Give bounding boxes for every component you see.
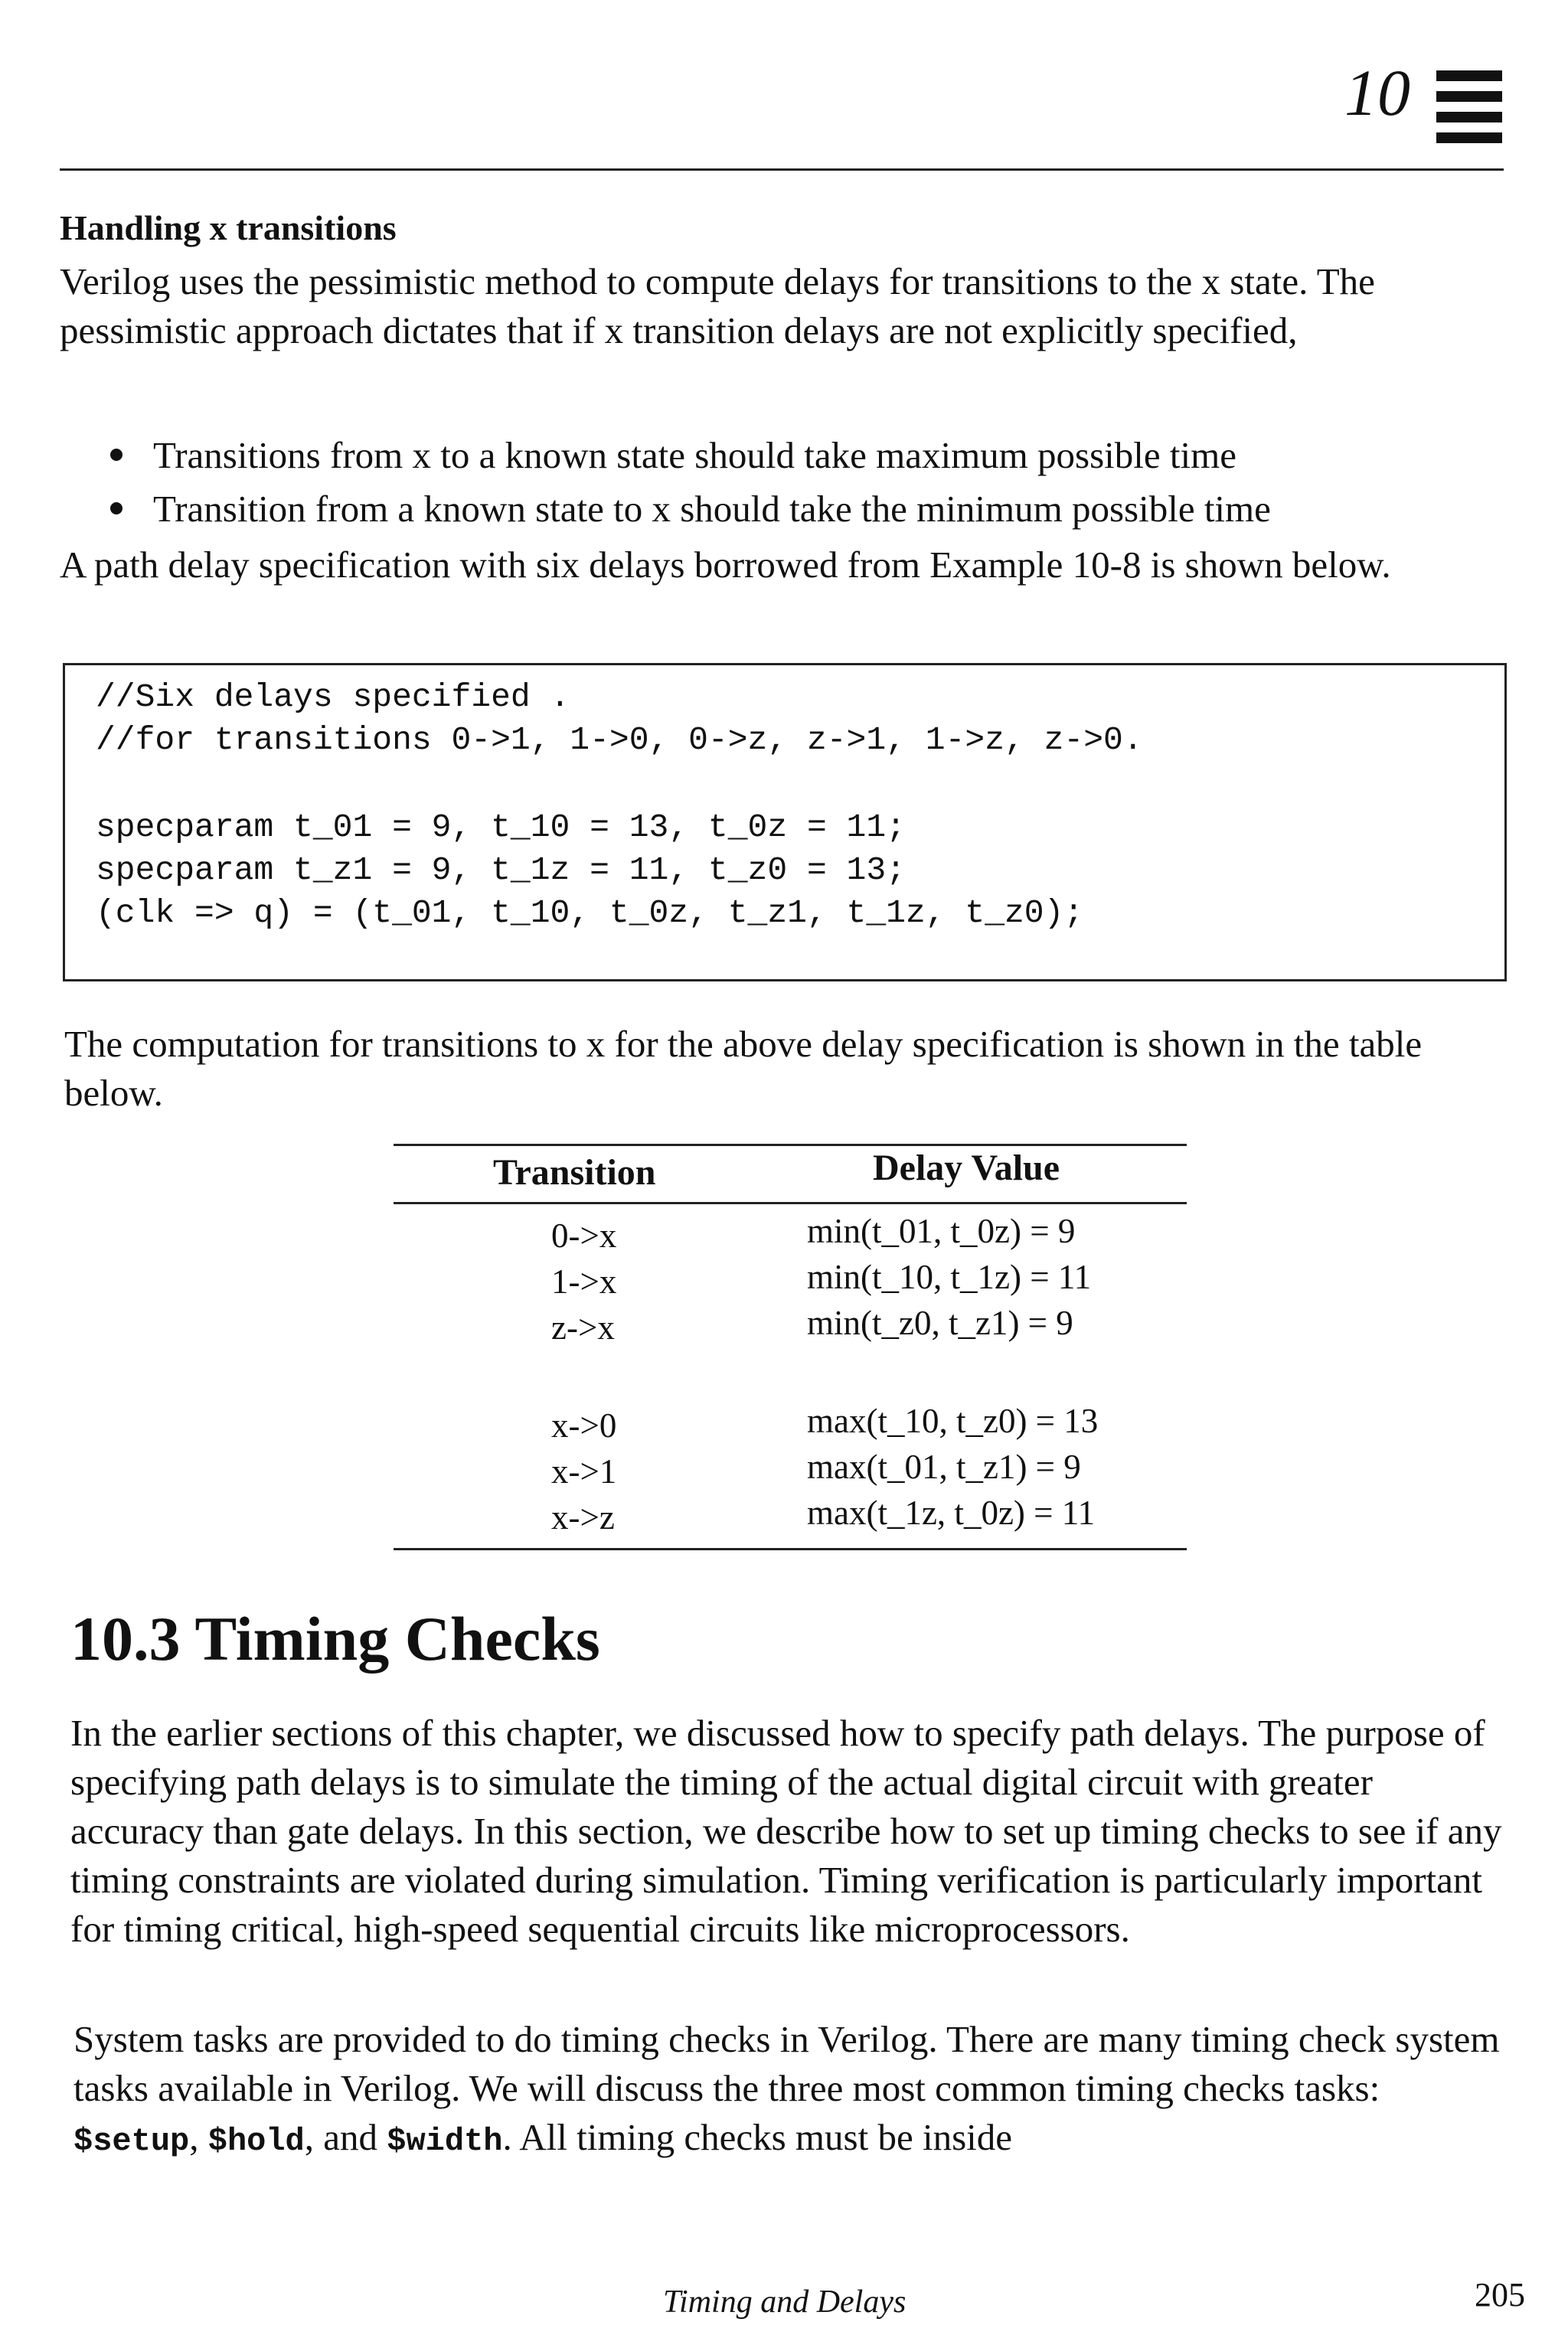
table-cell: max(t_10, t_z0) = 13 bbox=[807, 1402, 1099, 1440]
table-cell: z->x bbox=[551, 1308, 615, 1347]
table-cell: 1->x bbox=[551, 1262, 617, 1301]
separator-text: , bbox=[189, 2116, 208, 2158]
table-header-transition: Transition bbox=[493, 1152, 656, 1193]
table-cell: min(t_10, t_1z) = 11 bbox=[807, 1258, 1092, 1296]
table-cell: max(t_01, t_z1) = 9 bbox=[807, 1448, 1081, 1486]
subsection-heading: Handling x transitions bbox=[60, 208, 397, 247]
code-line: (clk => q) = (t_01, t_10, t_0z, t_z1, t_1z, t_z0); bbox=[96, 894, 1084, 932]
width-task: $width bbox=[387, 2123, 503, 2160]
bullet-list bbox=[107, 429, 1508, 536]
table-cell: x->z bbox=[551, 1498, 615, 1537]
system-tasks-paragraph bbox=[74, 2015, 1510, 2166]
header-rule bbox=[60, 168, 1504, 171]
table-cell: min(t_01, t_0z) = 9 bbox=[807, 1212, 1076, 1250]
path-delay-paragraph: A path delay specification with six delays borrowed from Example 10-8 is shown below. bbox=[60, 544, 1391, 586]
intro-paragraph: Verilog uses the pessimistic method to compute delays for transitions to the x state. The pessimistic approach dictates that if x transition delays are not explicitly specified, bbox=[60, 260, 1375, 351]
code-line: //for transitions 0->1, 1->0, 0->z, z->1, 1->z, z->0. bbox=[96, 721, 1143, 759]
code-line: specparam t_z1 = 9, t_1z = 11, t_z0 = 13; bbox=[96, 851, 906, 889]
system-tasks-text: System tasks are provided to do timing checks in Verilog. There are many timing check system tasks available in Verilog. We will discuss the three most common timing checks tasks: bbox=[74, 2018, 1500, 2109]
table-cell: 0->x bbox=[551, 1216, 617, 1255]
chapter-bars-icon bbox=[1436, 70, 1502, 153]
table-cell: min(t_z0, t_z1) = 9 bbox=[807, 1304, 1073, 1342]
system-tasks-text-end: . All timing checks must be inside bbox=[502, 2116, 1013, 2158]
code-line: specparam t_01 = 9, t_10 = 13, t_0z = 11; bbox=[96, 808, 906, 846]
page-number: 205 bbox=[1475, 2276, 1525, 2314]
code-line: //Six delays specified . bbox=[96, 678, 570, 716]
table-header-delay-value: Delay Value bbox=[873, 1148, 1060, 1188]
bullet-item: Transitions from x to a known state should take maximum possible time bbox=[107, 429, 1508, 482]
hold-task: $hold bbox=[207, 2123, 305, 2160]
table-cell: max(t_1z, t_0z) = 11 bbox=[807, 1494, 1096, 1532]
table-cell: x->1 bbox=[551, 1452, 617, 1491]
timing-checks-paragraph: In the earlier sections of this chapter, we discussed how to specify path delays. The purpose of specifying path delays is to simulate the timing of the actual digital circuit with greater accuracy than gate delays. In this section, we describe how to set up timing checks to see if any timing constraints are violated during simulation. Timing verification is particularly important for timing critical, high-speed sequential circuits like microprocessors. bbox=[70, 1712, 1502, 1950]
section-title: 10.3 Timing Checks bbox=[70, 1604, 600, 1674]
table-top-rule bbox=[394, 1144, 1187, 1146]
footer-chapter-title: Timing and Delays bbox=[663, 2284, 906, 2320]
table-cell: x->0 bbox=[551, 1406, 617, 1445]
table-header-rule bbox=[394, 1202, 1187, 1204]
computation-paragraph: The computation for transitions to x for the above delay specification is shown in the table below. bbox=[64, 1023, 1423, 1114]
code-example bbox=[63, 663, 1507, 981]
separator-text: , and bbox=[304, 2116, 387, 2158]
chapter-number: 10 bbox=[1344, 56, 1410, 129]
table-bottom-rule bbox=[394, 1548, 1187, 1550]
bullet-item: Transition from a known state to x should take the minimum possible time bbox=[107, 482, 1508, 536]
setup-task: $setup bbox=[74, 2123, 190, 2160]
